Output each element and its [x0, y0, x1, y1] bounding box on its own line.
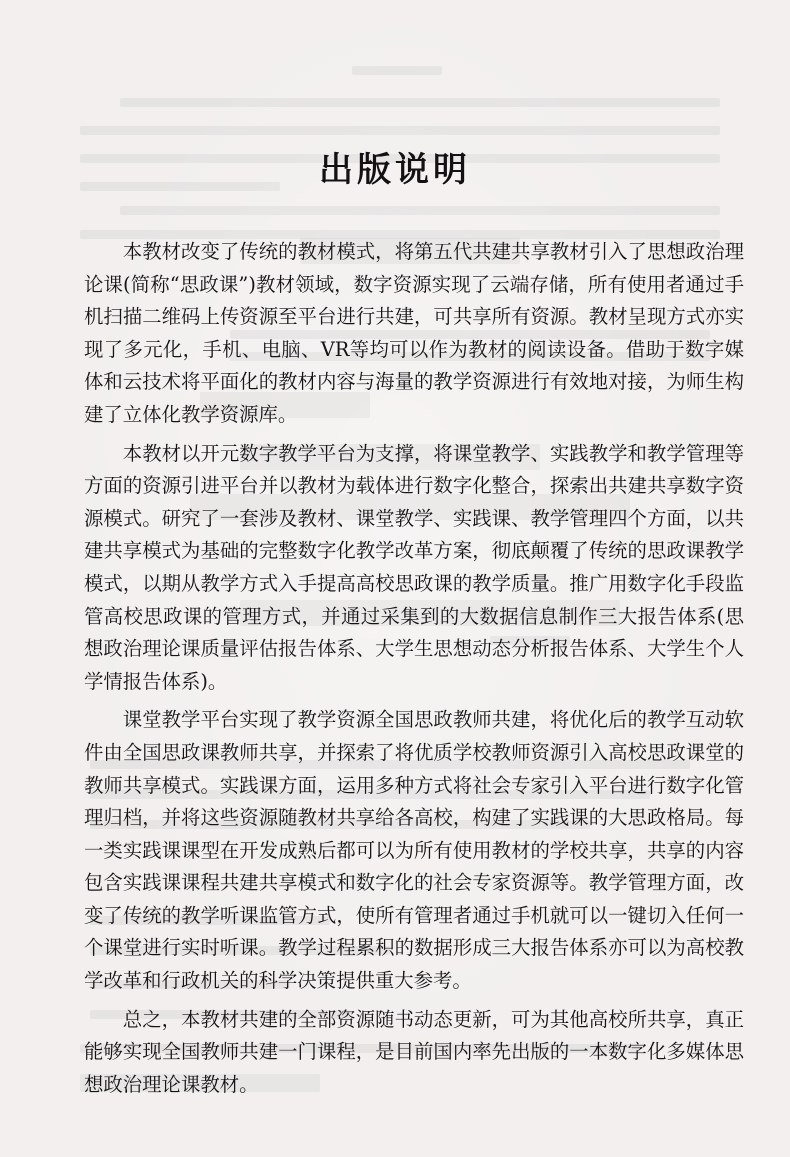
paragraph-4: 总之，本教材共建的全部资源随书动态更新，可为其他高校所共享，真正能够实现全国教师共建一门课程，是目前国内率先出版的一本数字化多媒体思想政治理论课教材。: [84, 1007, 744, 1096]
paragraph-1: 本教材改变了传统的教材模式，将第五代共建共享教材引入了思想政治理论课(简称“思政课”)教材领域，数字资源实现了云端存储，所有使用者通过手机扫描二维码上传资源至平台进行共建，可共享所有资源。教材呈现方式亦实现了多元化，手机、电脑、VR等均可以作为教材的阅读设备。借助于数字媒体和云技术将平面化的教材内容与海量的教学资源进行有效地对接，为师生构建了立体化教学资源库。: [84, 240, 744, 426]
paragraph-3: 课堂教学平台实现了教学资源全国思政教师共建，将优化后的教学互动软件由全国思政课教师共享，并探索了将优质学校教师资源引入高校思政课堂的教师共享模式。实践课方面，运用多种方式将社会专家引入平台进行数字化管理归档，并将这些资源随教材共享给各高校，构建了实践课的大思政格局。每一类实践课课型在开发成熟后都可以为所有使用教材的学校共享，共享的内容包含实践课课程共建共享模式和数字化的社会专家资源等。教学管理方面，改变了传统的教学听课监管方式，使所有管理者通过手机就可以一键切入任何一个课堂进行实时听课。教学过程累积的数据形成三大报告体系亦可以为高校教学改革和行政机关的科学决策提供重大参考。: [84, 708, 744, 993]
paragraph-2: 本教材以开元数字教学平台为支撑，将课堂教学、实践教学和教学管理等方面的资源引进平台并以教材为载体进行数字化整合，探索出共建共享数字资源模式。研究了一套涉及教材、课堂教学、实践课、教学管理四个方面，以共建共享模式为基础的完整数字化教学改革方案，彻底颠覆了传统的思政课教学模式，以期从教学方式入手提高高校思政课的教学质量。推广用数字化手段监管高校思政课的管理方式，并通过采集到的大数据信息制作三大报告体系(思想政治理论课质量评估报告体系、大学生思想动态分析报告体系、大学生个人学情报告体系)。: [84, 441, 744, 693]
page-title: 出版说明: [319, 150, 471, 190]
body-text: [84, 236, 744, 1107]
